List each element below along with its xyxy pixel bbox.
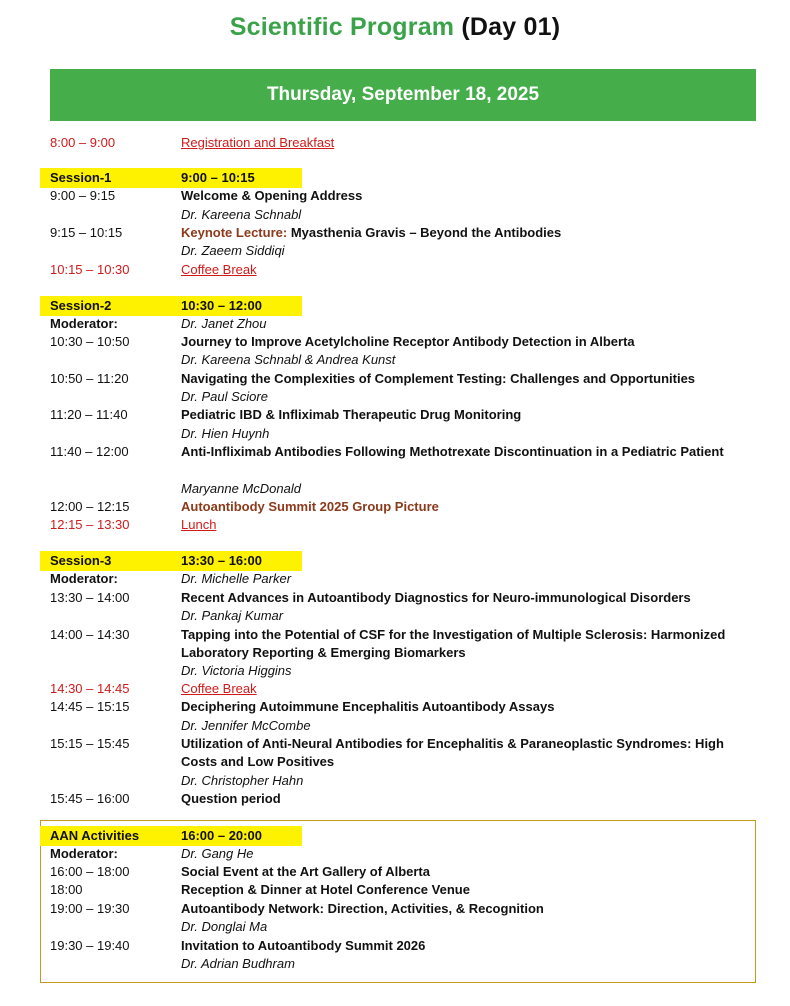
schedule-row: 16:00 – 18:00 Social Event at the Art Gallery of Alberta [50,864,430,879]
registration-link[interactable]: Registration and Breakfast [181,135,335,150]
session3-header: Session-3 13:30 – 16:00 [50,553,262,568]
moderator-row: Moderator: Dr. Gang He [50,846,254,861]
keynote-label: Keynote Lecture: [181,225,288,240]
schedule-row: 9:15 – 10:15 Keynote Lecture: Myasthenia Gravis – Beyond the Antibodies [50,225,562,240]
moderator-row: Moderator: Dr. Michelle Parker [50,571,292,586]
session1-header: Session-1 9:00 – 10:15 [50,170,255,185]
schedule-row: 13:30 – 14:00 Recent Advances in Autoantibody Diagnostics for Neuro-immunological Disorders [50,590,691,605]
speaker-row: Dr. Christopher Hahn [181,773,304,788]
schedule-row: 18:00 Reception & Dinner at Hotel Conference Venue [50,882,470,897]
speaker-row: Dr. Adrian Budhram [181,956,295,971]
lunch-row: 12:15 – 13:30 Lunch [50,517,217,532]
speaker-row: Dr. Hien Huynh [181,426,270,441]
speaker-row: Dr. Paul Sciore [181,389,268,404]
schedule-row: 11:20 – 11:40 Pediatric IBD & Infliximab Therapeutic Drug Monitoring [50,407,522,422]
aan-header: AAN Activities 16:00 – 20:00 [50,828,262,843]
schedule-row: 19:00 – 19:30 Autoantibody Network: Direction, Activities, & Recognition [50,901,544,916]
speaker-row: Dr. Donglai Ma [181,919,268,934]
group-picture-row: 12:00 – 12:15 Autoantibody Summit 2025 Group Picture [50,499,439,514]
coffee-break-link[interactable]: Coffee Break [181,681,257,696]
session2-header: Session-2 10:30 – 12:00 [50,298,262,313]
speaker-row: Dr. Pankaj Kumar [181,608,284,623]
schedule-row: 9:00 – 9:15 Welcome & Opening Address [50,188,363,203]
schedule-row: 11:40 – 12:00 Anti-Infliximab Antibodies Following Methotrexate Discontinuation in a Pediatric Patient [50,444,724,459]
moderator-row: Moderator: Dr. Janet Zhou [50,316,267,331]
speaker-row: Maryanne McDonald [181,481,301,496]
schedule-row: 10:30 – 10:50 Journey to Improve Acetylcholine Receptor Antibody Detection in Alberta [50,334,635,349]
lunch-link[interactable]: Lunch [181,517,217,532]
schedule-row: 14:45 – 15:15 Deciphering Autoimmune Encephalitis Autoantibody Assays [50,699,555,714]
page-title: Scientific Program (Day 01) [229,13,561,41]
coffee-break-link[interactable]: Coffee Break [181,262,257,277]
schedule-row: 15:15 – 15:45 Utilization of Anti-Neural Antibodies for Encephalitis & Paraneoplastic Syndromes: High Costs and Low Positives [50,736,724,769]
break-row: 14:30 – 14:45 Coffee Break [50,681,257,696]
speaker-row: Dr. Jennifer McCombe [181,718,311,733]
schedule-row: 19:30 – 19:40 Invitation to Autoantibody Summit 2026 [50,938,426,953]
registration-row: 8:00 – 9:00 Registration and Breakfast [50,135,335,150]
speaker-row: Dr. Kareena Schnabl & Andrea Kunst [181,352,396,367]
speaker-row: Dr. Victoria Higgins [181,663,292,678]
question-row: 15:45 – 16:00 Question period [50,791,281,806]
speaker-row: Dr. Kareena Schnabl [181,207,302,222]
break-row: 10:15 – 10:30 Coffee Break [50,262,257,277]
schedule-row: 14:00 – 14:30 Tapping into the Potential of CSF for the Investigation of Multiple Sclerosis: Harmonized Laboratory Reporting & Emerging Biomarkers [50,627,726,660]
speaker-row: Dr. Zaeem Siddiqi [181,243,285,258]
schedule-row: 10:50 – 11:20 Navigating the Complexities of Complement Testing: Challenges and Opportunities [50,371,696,386]
date-banner: Thursday, September 18, 2025 [50,69,756,121]
